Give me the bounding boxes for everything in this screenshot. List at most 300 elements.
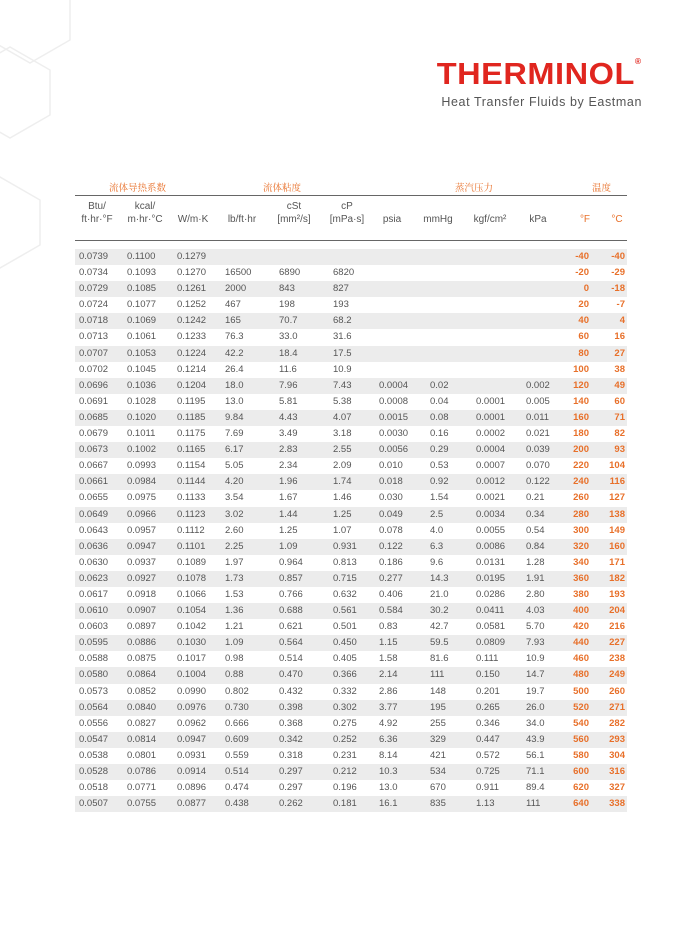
cell-mmhg: 0.04	[430, 395, 449, 407]
cell-mmhg: 195	[430, 701, 446, 713]
cell-kgf: 0.201	[476, 685, 500, 697]
cell-degc: -18	[611, 283, 625, 295]
cell-wmk: 0.1133	[177, 492, 206, 504]
cell-cp: 193	[333, 299, 349, 311]
cell-wmk: 0.1004	[177, 669, 207, 681]
cell-wmk: 0.1242	[177, 315, 207, 327]
cell-lb-ft-hr: 3.02	[225, 508, 244, 520]
cell-psia: 8.14	[379, 749, 398, 761]
cell-btu: 0.0623	[79, 572, 109, 584]
cell-kpa: 43.9	[526, 733, 545, 745]
cell-cp: 0.332	[333, 685, 357, 697]
table-row	[75, 635, 627, 651]
cell-degf: 80	[578, 347, 589, 359]
cell-btu: 0.0603	[79, 621, 109, 633]
cell-degc: 238	[609, 653, 625, 665]
cell-btu: 0.0617	[79, 588, 109, 600]
cell-degc: -40	[611, 251, 625, 262]
cell-btu: 0.0595	[79, 637, 109, 649]
cell-wmk: 0.1204	[177, 379, 207, 391]
cell-degf: 240	[573, 476, 589, 488]
cell-cst: 0.470	[279, 669, 303, 681]
cell-kcal: 0.0918	[127, 588, 157, 600]
cell-kgf: 1.13	[476, 798, 495, 810]
cell-psia: 0.078	[379, 524, 403, 536]
table-row	[75, 684, 627, 700]
cell-lb-ft-hr: 1.73	[225, 572, 244, 584]
cell-mmhg: 4.0	[430, 524, 444, 536]
cell-lb-ft-hr: 26.4	[225, 363, 244, 375]
cell-kcal: 0.0875	[127, 653, 157, 665]
cell-cst: 0.398	[279, 701, 303, 713]
cell-btu: 0.0655	[79, 492, 109, 504]
cell-cp: 0.366	[333, 669, 357, 681]
cell-mmhg: 0.53	[430, 460, 449, 472]
cell-cp: 31.6	[333, 331, 352, 343]
cell-btu: 0.0667	[79, 460, 109, 472]
cell-degf: 0	[583, 283, 589, 295]
cell-kcal: 0.1077	[127, 299, 157, 311]
cell-kgf: 0.0411	[476, 605, 505, 617]
cell-kgf: 0.150	[476, 669, 500, 681]
cell-mmhg: 59.5	[430, 637, 449, 649]
cell-btu: 0.0636	[79, 540, 109, 552]
cell-cp: 4.07	[333, 411, 352, 423]
cell-psia: 0.0056	[379, 444, 409, 456]
cell-wmk: 0.0976	[177, 701, 207, 713]
cell-cst: 0.297	[279, 782, 303, 794]
cell-mmhg: 111	[430, 669, 445, 681]
group-vapor-pressure: 蒸汽压力	[455, 183, 494, 194]
cell-degf: 140	[573, 395, 589, 407]
cell-kgf: 0.0286	[476, 588, 506, 600]
cell-cst: 4.43	[279, 411, 298, 423]
cell-btu: 0.0718	[79, 315, 109, 327]
cell-degc: 260	[609, 685, 625, 697]
properties-table	[75, 178, 627, 812]
table-unit-header	[75, 196, 627, 241]
cell-mmhg: 0.02	[430, 379, 449, 391]
cell-mmhg: 9.6	[430, 556, 444, 568]
brand-logo: THERMINOL®	[437, 56, 642, 91]
cell-lb-ft-hr: 0.609	[225, 733, 249, 745]
cell-cst: 2.34	[279, 460, 298, 472]
table-row	[75, 571, 627, 587]
unit-celsius: °C	[611, 214, 623, 225]
cell-cst: 6890	[279, 267, 301, 279]
cell-cst: 0.262	[279, 798, 303, 810]
table-row	[75, 297, 627, 313]
cell-degc: 38	[614, 363, 625, 375]
cell-mmhg: 0.92	[430, 476, 449, 488]
cell-kcal: 0.1045	[127, 363, 157, 375]
cell-degc: 71	[614, 411, 625, 423]
group-viscosity: 流体粘度	[263, 183, 302, 194]
cell-cp: 0.450	[333, 637, 357, 649]
cell-mmhg: 534	[430, 766, 446, 777]
cell-mmhg: 329	[430, 733, 446, 745]
cell-degc: 93	[614, 444, 625, 456]
cell-kpa: 1.91	[526, 572, 545, 584]
cell-wmk: 0.1089	[177, 556, 207, 568]
cell-kpa: 26.0	[526, 701, 545, 713]
cell-kcal: 0.0886	[127, 637, 157, 649]
cell-cst: 1.44	[279, 508, 298, 520]
table-row	[75, 265, 627, 281]
cell-psia: 0.010	[379, 460, 403, 472]
group-temperature: 温度	[592, 183, 612, 194]
cell-cst: 0.964	[279, 556, 303, 568]
cell-lb-ft-hr: 0.666	[225, 717, 249, 729]
table-row	[75, 587, 627, 603]
cell-degc: 60	[614, 395, 625, 407]
cell-kgf: 0.346	[476, 717, 500, 729]
cell-psia: 2.86	[379, 685, 398, 697]
cell-degf: 260	[573, 492, 589, 504]
unit-cst: cSt [mm²/s]	[277, 201, 311, 225]
cell-btu: 0.0588	[79, 653, 109, 665]
cell-mmhg: 0.08	[430, 411, 449, 423]
cell-psia: 3.77	[379, 701, 398, 713]
table-row	[75, 474, 627, 490]
cell-wmk: 0.1112	[177, 524, 205, 536]
table-row	[75, 507, 627, 523]
cell-degc: 182	[609, 572, 625, 584]
cell-btu: 0.0518	[79, 782, 109, 794]
cell-lb-ft-hr: 1.53	[225, 588, 244, 600]
cell-degc: 171	[609, 556, 625, 568]
cell-degf: 380	[573, 588, 589, 600]
cell-btu: 0.0649	[79, 508, 109, 520]
cell-kpa: 14.7	[526, 669, 545, 681]
cell-wmk: 0.1270	[177, 267, 207, 279]
cell-cst: 0.564	[279, 637, 303, 649]
cell-cst: 70.7	[279, 315, 298, 327]
cell-wmk: 0.1101	[177, 540, 206, 552]
cell-cp: 827	[333, 283, 349, 295]
cell-btu: 0.0580	[79, 669, 109, 681]
table-row	[75, 426, 627, 442]
table-row	[75, 780, 627, 796]
cell-degc: 193	[609, 588, 625, 600]
cell-kcal: 0.0907	[127, 605, 157, 617]
cell-kpa: 1.28	[526, 556, 545, 568]
cell-degf: 280	[573, 508, 589, 520]
cell-cp: 0.231	[333, 749, 357, 761]
cell-lb-ft-hr: 1.21	[225, 621, 244, 633]
cell-degc: 304	[609, 749, 625, 761]
cell-kpa: 0.039	[526, 444, 550, 456]
cell-degf: 100	[573, 363, 589, 375]
cell-kgf: 0.0034	[476, 508, 506, 520]
cell-kpa: 5.70	[526, 621, 545, 633]
cell-kgf: 0.447	[476, 733, 500, 745]
cell-cp: 0.181	[333, 798, 357, 810]
cell-degf: 520	[573, 701, 589, 713]
cell-cst: 0.688	[279, 605, 303, 617]
cell-lb-ft-hr: 0.98	[225, 653, 244, 665]
cell-psia: 0.122	[379, 540, 403, 552]
cell-cp: 17.5	[333, 347, 352, 359]
cell-mmhg: 14.3	[430, 572, 449, 584]
cell-kcal: 0.1053	[127, 347, 157, 359]
cell-kcal: 0.0852	[127, 685, 157, 697]
cell-lb-ft-hr: 6.17	[225, 444, 244, 456]
cell-degf: 580	[573, 749, 589, 761]
cell-degc: -7	[616, 299, 625, 311]
cell-lb-ft-hr: 0.730	[225, 701, 249, 713]
cell-cp: 5.38	[333, 395, 352, 407]
table-row	[75, 732, 627, 748]
cell-lb-ft-hr: 0.88	[225, 669, 244, 681]
unit-psia: psia	[382, 214, 402, 225]
cell-lb-ft-hr: 165	[225, 315, 241, 327]
cell-cp: 0.212	[333, 766, 357, 777]
cell-kgf: 0.111	[476, 653, 499, 665]
cell-wmk: 0.0947	[177, 733, 207, 745]
cell-kpa: 0.84	[526, 540, 545, 552]
cell-btu: 0.0739	[79, 251, 109, 262]
cell-wmk: 0.1144	[177, 476, 206, 488]
cell-lb-ft-hr: 16500	[225, 267, 252, 279]
cell-kpa: 71.1	[526, 766, 545, 777]
cell-kpa: 34.0	[526, 717, 545, 729]
table-row	[75, 313, 627, 329]
cell-lb-ft-hr: 42.2	[225, 347, 244, 359]
cell-cst: 5.81	[279, 395, 298, 407]
cell-cp: 10.9	[333, 363, 352, 375]
cell-lb-ft-hr: 0.802	[225, 685, 249, 697]
cell-lb-ft-hr: 2000	[225, 283, 247, 295]
table-row	[75, 442, 627, 458]
cell-kgf: 0.725	[476, 766, 500, 777]
cell-cp: 0.275	[333, 717, 357, 729]
table-row	[75, 796, 627, 812]
cell-mmhg: 670	[430, 782, 446, 794]
cell-btu: 0.0734	[79, 267, 109, 279]
cell-cp: 0.632	[333, 588, 357, 600]
cell-degf: 440	[573, 637, 589, 649]
table-row	[75, 667, 627, 683]
cell-cst: 0.766	[279, 588, 303, 600]
cell-wmk: 0.1017	[177, 653, 207, 665]
table-row	[75, 716, 627, 732]
cell-degc: -29	[611, 267, 625, 279]
cell-degf: 500	[573, 685, 589, 697]
cell-btu: 0.0673	[79, 444, 109, 456]
table-group-header	[75, 178, 627, 196]
cell-kpa: 111	[526, 798, 541, 810]
cell-cp: 3.18	[333, 428, 352, 440]
cell-kgf: 0.265	[476, 701, 500, 713]
cell-wmk: 0.1233	[177, 331, 207, 343]
cell-degc: 293	[609, 733, 625, 745]
cell-kcal: 0.0755	[127, 798, 157, 810]
cell-cp: 0.501	[333, 621, 357, 633]
cell-degf: 600	[573, 766, 589, 777]
cell-psia: 0.0030	[379, 428, 409, 440]
cell-cp: 6820	[333, 267, 355, 279]
table-row	[75, 362, 627, 378]
cell-kgf: 0.0004	[476, 444, 506, 456]
cell-cp: 2.55	[333, 444, 352, 456]
cell-wmk: 0.0990	[177, 685, 207, 697]
table-row	[75, 603, 627, 619]
cell-mmhg: 0.29	[430, 444, 449, 456]
cell-kcal: 0.1093	[127, 267, 157, 279]
cell-lb-ft-hr: 18.0	[225, 379, 244, 391]
cell-kcal: 0.0993	[127, 460, 157, 472]
cell-degf: 400	[573, 605, 589, 617]
cell-cst: 0.297	[279, 766, 303, 777]
cell-kcal: 0.0947	[127, 540, 157, 552]
cell-mmhg: 421	[430, 749, 446, 761]
cell-degc: 227	[609, 637, 625, 649]
cell-lb-ft-hr: 7.69	[225, 428, 244, 440]
cell-kpa: 89.4	[526, 782, 545, 794]
cell-cst: 1.25	[279, 524, 298, 536]
cell-btu: 0.0643	[79, 524, 109, 536]
cell-btu: 0.0507	[79, 798, 109, 810]
cell-degc: 49	[614, 379, 625, 391]
cell-cst: 198	[279, 299, 295, 311]
cell-btu: 0.0729	[79, 283, 109, 295]
cell-degc: 149	[609, 524, 625, 536]
cell-psia: 4.92	[379, 717, 398, 729]
cell-degc: 82	[614, 428, 625, 440]
cell-wmk: 0.1078	[177, 572, 207, 584]
cell-mmhg: 148	[430, 685, 446, 697]
unit-mmhg: mmHg	[423, 214, 453, 225]
cell-degf: 540	[573, 717, 589, 729]
cell-btu: 0.0538	[79, 749, 109, 761]
cell-kcal: 0.0814	[127, 733, 157, 745]
cell-degf: 320	[573, 540, 589, 552]
cell-wmk: 0.1054	[177, 605, 207, 617]
cell-kpa: 0.021	[526, 428, 550, 440]
cell-degf: 460	[573, 653, 589, 665]
table-row	[75, 764, 627, 780]
cell-lb-ft-hr: 0.514	[225, 766, 249, 777]
cell-btu: 0.0573	[79, 685, 109, 697]
cell-wmk: 0.1185	[177, 411, 206, 423]
cell-kpa: 7.93	[526, 637, 545, 649]
cell-psia: 13.0	[379, 782, 398, 794]
table-row	[75, 555, 627, 571]
cell-cp: 0.931	[333, 540, 357, 552]
cell-degf: 560	[573, 733, 589, 745]
cell-cp: 1.25	[333, 508, 352, 520]
cell-cp: 1.74	[333, 476, 352, 488]
cell-btu: 0.0630	[79, 556, 109, 568]
cell-lb-ft-hr: 76.3	[225, 331, 244, 343]
cell-degc: 271	[609, 701, 625, 713]
cell-kpa: 0.34	[526, 508, 545, 520]
cell-mmhg: 0.16	[430, 428, 449, 440]
cell-kcal: 0.0771	[127, 782, 157, 794]
cell-btu: 0.0564	[79, 701, 109, 713]
unit-lb-ft-hr: lb/ft·hr	[227, 214, 257, 225]
cell-cst: 2.83	[279, 444, 298, 456]
cell-degf: 220	[573, 460, 589, 472]
cell-degf: 160	[573, 411, 589, 423]
cell-degf: -40	[575, 251, 589, 262]
cell-kgf: 0.0002	[476, 428, 506, 440]
cell-psia: 0.0008	[379, 395, 409, 407]
cell-kgf: 0.0195	[476, 572, 506, 584]
cell-cp: 0.196	[333, 782, 357, 794]
cell-kcal: 0.1069	[127, 315, 157, 327]
cell-degf: 180	[573, 428, 589, 440]
table-row	[75, 748, 627, 764]
cell-degc: 327	[609, 782, 625, 794]
cell-kpa: 19.7	[526, 685, 545, 697]
cell-wmk: 0.1042	[177, 621, 207, 633]
cell-psia: 1.15	[379, 637, 398, 649]
cell-cst: 1.09	[279, 540, 298, 552]
cell-degf: 640	[573, 798, 589, 810]
cell-lb-ft-hr: 467	[225, 299, 241, 311]
cell-cp: 0.813	[333, 556, 357, 568]
table-row	[75, 458, 627, 474]
cell-lb-ft-hr: 0.474	[225, 782, 249, 794]
cell-btu: 0.0696	[79, 379, 109, 391]
cell-degc: 249	[609, 669, 625, 681]
cell-btu: 0.0713	[79, 331, 109, 343]
cell-wmk: 0.1261	[177, 283, 207, 295]
cell-cst: 7.96	[279, 379, 298, 391]
cell-btu: 0.0661	[79, 476, 109, 488]
cell-kcal: 0.0786	[127, 766, 157, 777]
cell-mmhg: 2.5	[430, 508, 444, 520]
table-row	[75, 490, 627, 506]
unit-cp: cP [mPa·s]	[329, 201, 365, 225]
cell-kcal: 0.1011	[127, 428, 156, 440]
cell-cst: 0.621	[279, 621, 303, 633]
cell-cst: 3.49	[279, 428, 298, 440]
cell-btu: 0.0685	[79, 411, 109, 423]
cell-kpa: 0.005	[526, 395, 550, 407]
cell-lb-ft-hr: 4.20	[225, 476, 244, 488]
table-body	[75, 249, 627, 812]
cell-degf: 620	[573, 782, 589, 794]
cell-kcal: 0.1036	[127, 379, 157, 391]
cell-kgf: 0.0055	[476, 524, 506, 536]
cell-kcal: 0.1100	[127, 251, 156, 262]
cell-kpa: 4.03	[526, 605, 545, 617]
cell-lb-ft-hr: 2.60	[225, 524, 244, 536]
cell-degc: 27	[614, 347, 625, 359]
cell-kgf: 0.0131	[476, 556, 506, 568]
cell-lb-ft-hr: 1.09	[225, 637, 244, 649]
cell-degf: 360	[573, 572, 589, 584]
cell-wmk: 0.1154	[177, 460, 206, 472]
cell-kcal: 0.0957	[127, 524, 157, 536]
cell-psia: 6.36	[379, 733, 398, 745]
cell-cst: 0.368	[279, 717, 303, 729]
cell-btu: 0.0556	[79, 717, 109, 729]
cell-cst: 0.342	[279, 733, 303, 745]
cell-kcal: 0.0840	[127, 701, 157, 713]
cell-kpa: 2.80	[526, 588, 545, 600]
cell-cp: 1.07	[333, 524, 352, 536]
cell-cst: 1.67	[279, 492, 298, 504]
cell-cp: 0.252	[333, 733, 357, 745]
cell-kgf: 0.0001	[476, 411, 506, 423]
cell-kpa: 0.21	[526, 492, 545, 504]
cell-btu: 0.0610	[79, 605, 109, 617]
table-row	[75, 329, 627, 345]
